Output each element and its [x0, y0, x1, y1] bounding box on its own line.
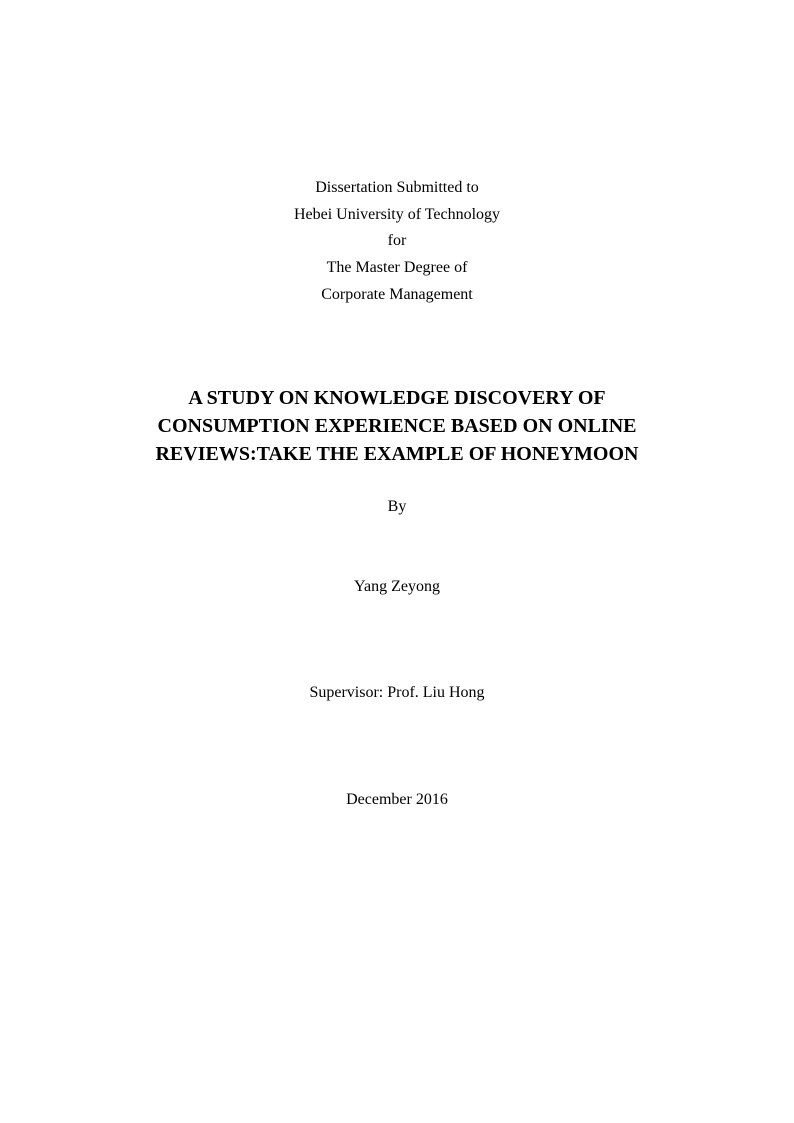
title-line: A STUDY ON KNOWLEDGE DISCOVERY OF	[188, 387, 606, 409]
degree-name: The Master Degree of	[326, 259, 468, 277]
title-line: REVIEWS:TAKE THE EXAMPLE OF HONEYMOON	[155, 443, 639, 465]
dissertation-title	[0, 384, 794, 468]
major-name: Corporate Management	[321, 285, 473, 303]
submission-line: Dissertation Submitted to	[315, 179, 479, 196]
submission-date: December 2016	[346, 791, 448, 808]
author-name: Yang Zeyong	[354, 578, 440, 595]
supervisor-name: Supervisor: Prof. Liu Hong	[309, 684, 485, 701]
by-label: By	[387, 498, 407, 515]
university-name: Hebei University of Technology	[293, 205, 501, 223]
submission-statement	[0, 175, 794, 309]
title-line: CONSUMPTION EXPERIENCE BASED ON ONLINE	[157, 415, 637, 437]
submission-line: for	[387, 232, 407, 250]
